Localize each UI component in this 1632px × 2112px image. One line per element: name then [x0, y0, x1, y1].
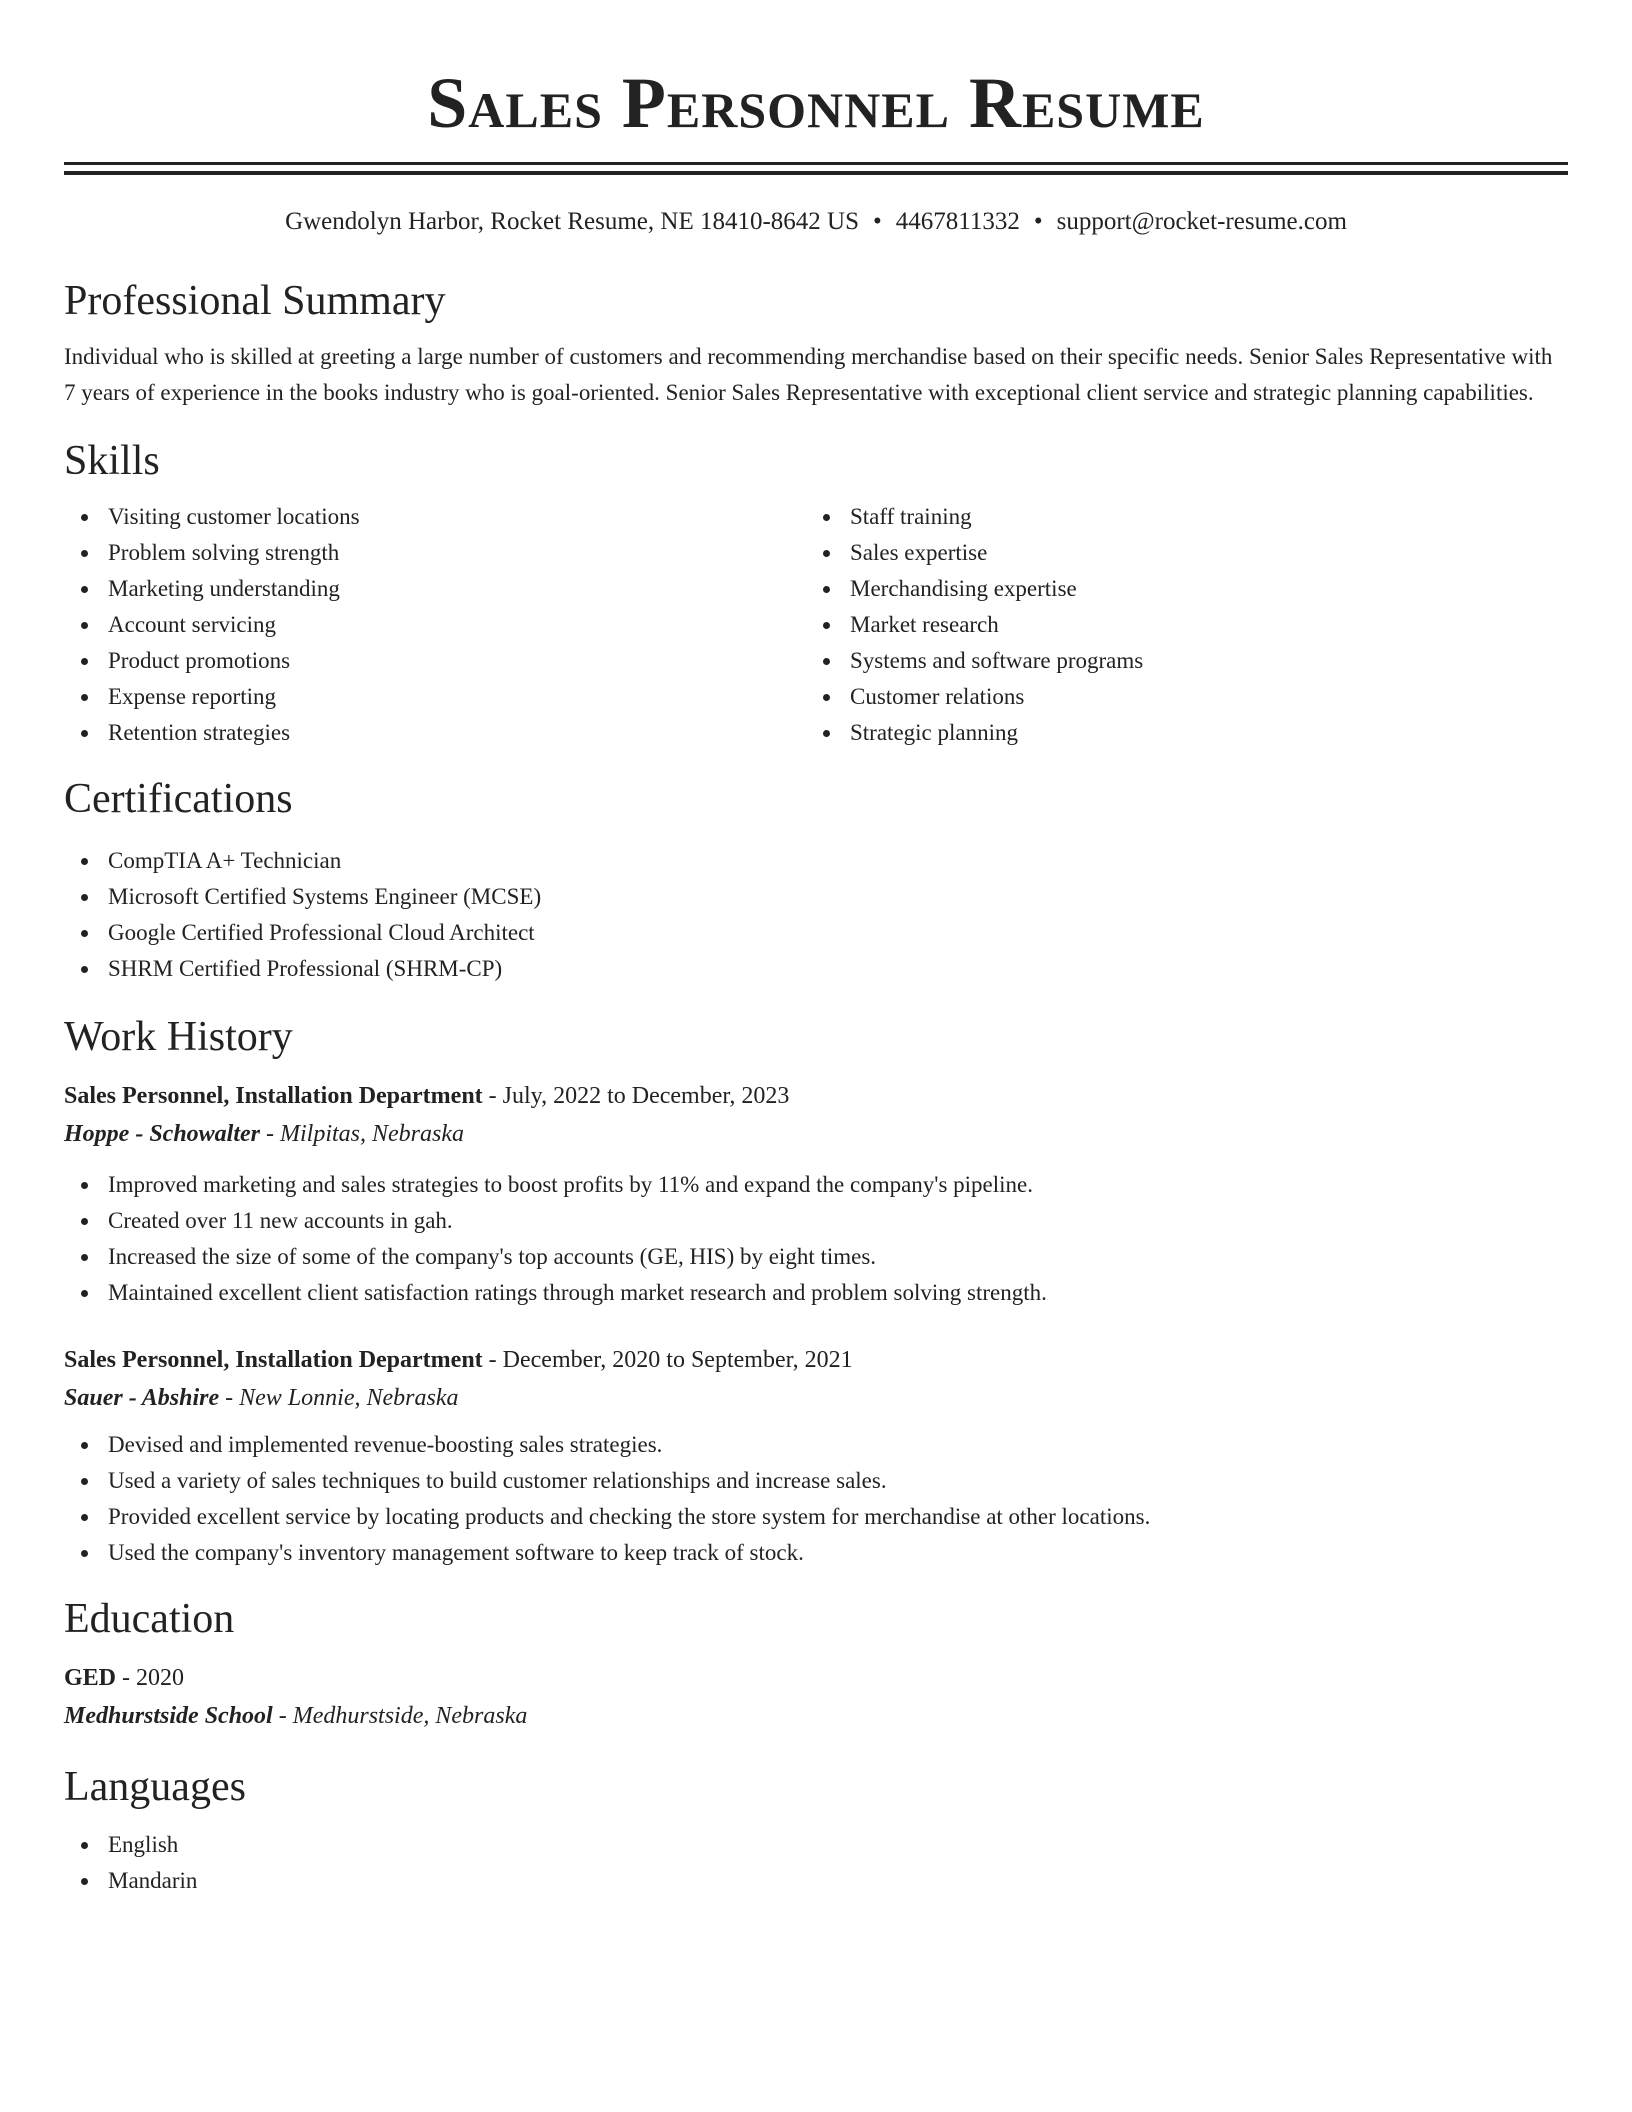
skill-item: Account servicing — [64, 607, 806, 643]
job-company-line — [64, 1115, 1568, 1153]
contact-separator: • — [873, 208, 882, 235]
skill-item: Strategic planning — [806, 715, 1548, 751]
certification-item: Microsoft Certified Systems Engineer (MCSE) — [64, 879, 1568, 915]
job-bullet: Increased the size of some of the company's top accounts (GE, HIS) by eight times. — [64, 1239, 1568, 1275]
education-entry — [64, 1659, 1568, 1735]
education-year: - 2020 — [116, 1665, 185, 1691]
skill-item: Visiting customer locations — [64, 499, 806, 535]
education-location: - Medhurstside, Nebraska — [272, 1703, 528, 1729]
education-school: Medhurstside School — [64, 1703, 273, 1729]
skills-heading: Skills — [64, 438, 160, 484]
job-location: - Milpitas, Nebraska — [260, 1121, 464, 1147]
skill-item: Retention strategies — [64, 715, 806, 751]
skill-item: Problem solving strength — [64, 535, 806, 571]
contact-email: support@rocket-resume.com — [1056, 208, 1347, 235]
education-school-line — [64, 1697, 1568, 1735]
skill-item: Market research — [806, 607, 1548, 643]
summary-text: Individual who is skilled at greeting a large number of customers and recommending merchandise based on their specific needs. Senior Sales Representative with 7 years of experience in the books industry who is goal-oriented. Senior Sales Representative with exceptional client service and strategic planning capabilities. — [64, 344, 1553, 405]
job-dates: - July, 2022 to December, 2023 — [482, 1083, 790, 1109]
work-history-heading: Work History — [64, 1014, 293, 1060]
job-entry — [64, 1341, 1568, 1571]
job-bullet: Used a variety of sales techniques to build customer relationships and increase sales. — [64, 1463, 1568, 1499]
summary-heading: Professional Summary — [64, 278, 446, 324]
languages-list — [64, 1827, 1568, 1899]
skill-item: Staff training — [806, 499, 1548, 535]
language-item: Mandarin — [64, 1863, 1568, 1899]
contact-phone: 4467811332 — [895, 208, 1020, 235]
education-degree: GED — [64, 1665, 117, 1691]
job-bullet: Created over 11 new accounts in gah. — [64, 1203, 1568, 1239]
job-company-line — [64, 1379, 1568, 1417]
language-item: English — [64, 1827, 1568, 1863]
languages-heading: Languages — [64, 1764, 246, 1810]
skill-item: Merchandising expertise — [806, 571, 1548, 607]
resume-title: Sales Personnel Resume — [427, 63, 1205, 143]
contact-separator: • — [1033, 208, 1043, 235]
job-title: Sales Personnel, Installation Department — [64, 1083, 483, 1109]
job-bullet: Provided excellent service by locating products and checking the store system for merchandise at other locations. — [64, 1499, 1568, 1535]
certification-item: SHRM Certified Professional (SHRM-CP) — [64, 951, 1568, 987]
skill-item: Marketing understanding — [64, 571, 806, 607]
skills-list — [64, 499, 1568, 751]
certifications-heading: Certifications — [64, 776, 293, 822]
certifications-list — [64, 843, 1568, 987]
contact-address: Gwendolyn Harbor, Rocket Resume, NE 18410-8642 US — [285, 208, 859, 235]
job-bullet: Improved marketing and sales strategies to boost profits by 11% and expand the company's pipeline. — [64, 1167, 1568, 1203]
title-divider — [64, 162, 1568, 175]
job-bullets — [64, 1427, 1568, 1571]
skill-item: Expense reporting — [64, 679, 806, 715]
job-title-line — [64, 1077, 1568, 1115]
job-company: Sauer - Abshire — [64, 1385, 220, 1411]
certification-item: CompTIA A+ Technician — [64, 843, 1568, 879]
job-title: Sales Personnel, Installation Department — [64, 1347, 483, 1373]
skill-item: Product promotions — [64, 643, 806, 679]
job-bullet: Maintained excellent client satisfaction ratings through market research and problem solving strength. — [64, 1275, 1568, 1311]
job-title-line — [64, 1341, 1568, 1379]
job-location: - New Lonnie, Nebraska — [219, 1385, 459, 1411]
job-dates: - December, 2020 to September, 2021 — [482, 1347, 853, 1373]
job-bullet: Used the company's inventory management software to keep track of stock. — [64, 1535, 1568, 1571]
job-bullets — [64, 1167, 1568, 1311]
skill-item: Sales expertise — [806, 535, 1548, 571]
skill-item: Customer relations — [806, 679, 1548, 715]
job-company: Hoppe - Schowalter — [64, 1121, 260, 1147]
certification-item: Google Certified Professional Cloud Architect — [64, 915, 1568, 951]
job-entry — [64, 1077, 1568, 1311]
education-heading: Education — [64, 1596, 235, 1642]
education-degree-line — [64, 1659, 1568, 1697]
skills-column-right — [806, 499, 1548, 751]
contact-line — [64, 205, 1568, 239]
job-bullet: Devised and implemented revenue-boosting sales strategies. — [64, 1427, 1568, 1463]
skills-column-left — [64, 499, 806, 751]
skill-item: Systems and software programs — [806, 643, 1548, 679]
